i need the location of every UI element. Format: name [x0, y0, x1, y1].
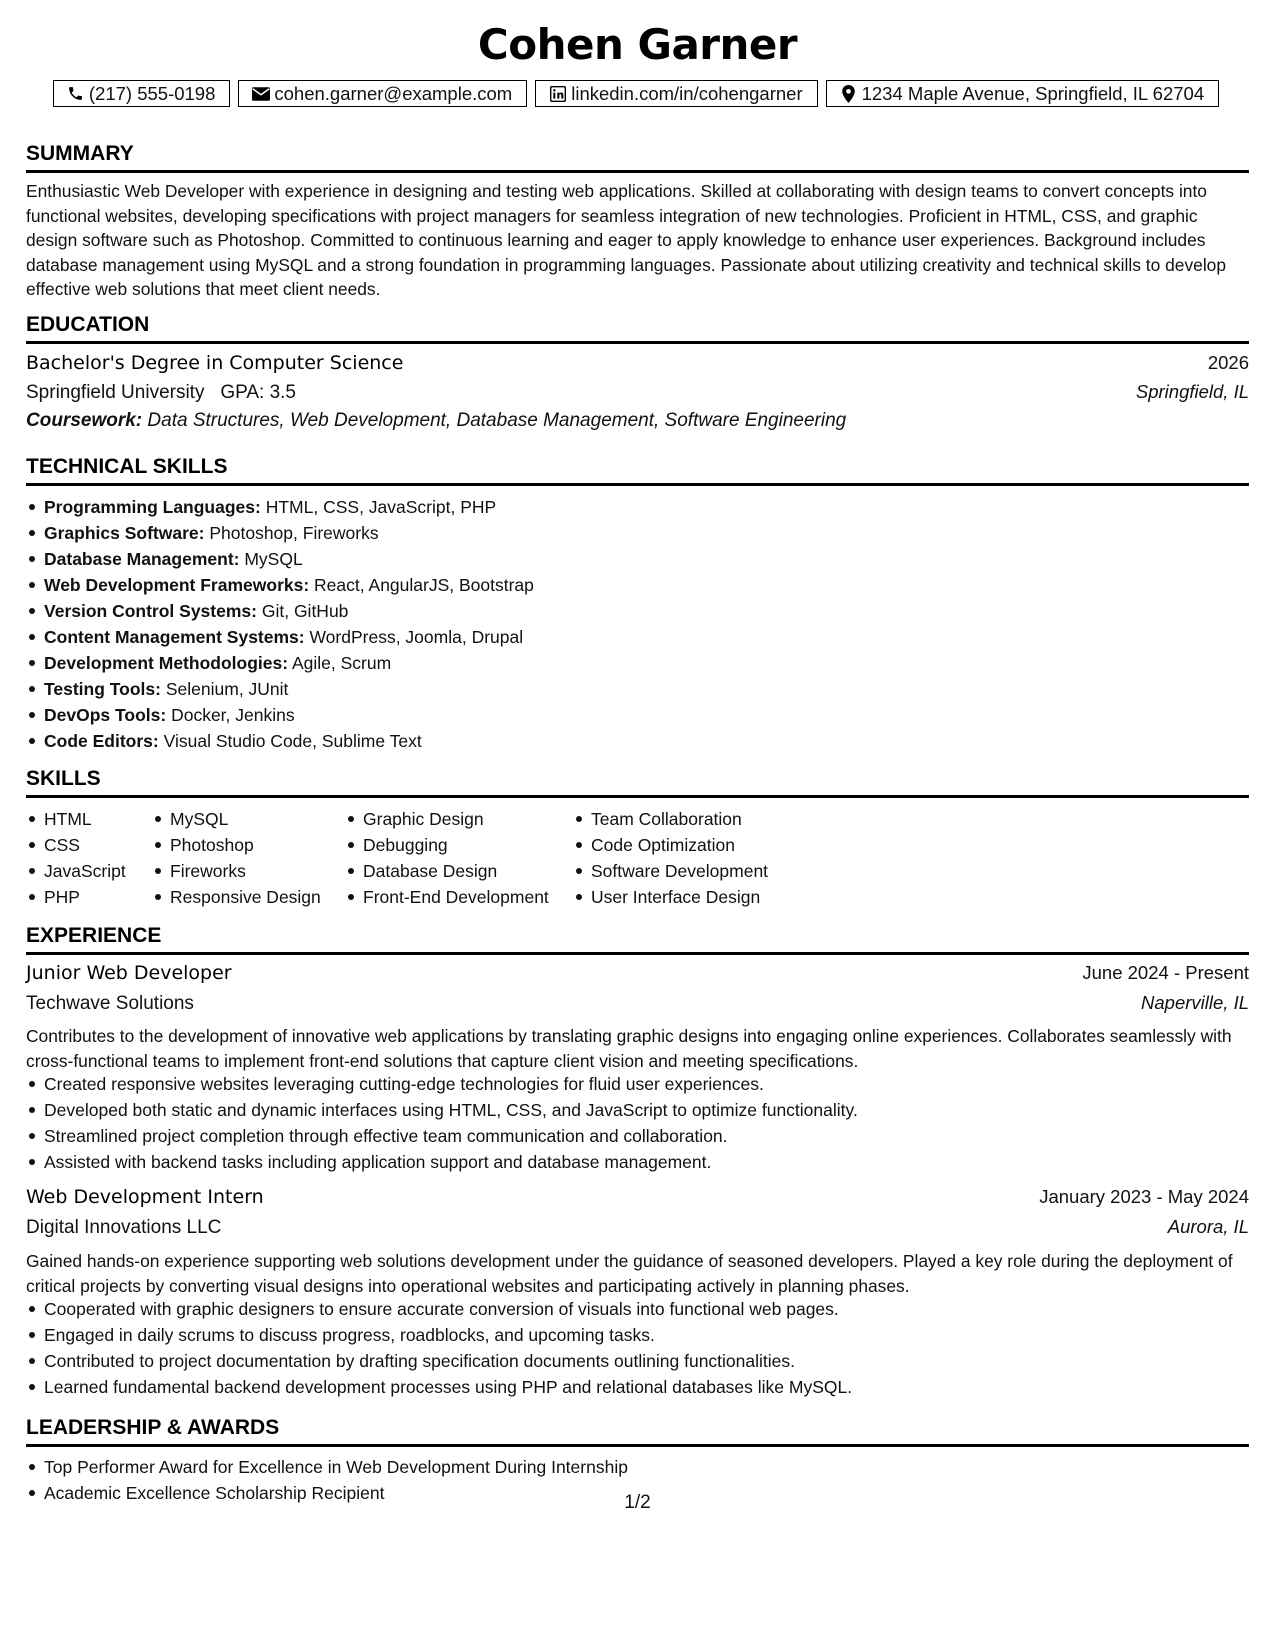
- school-name: Springfield University: [26, 382, 205, 403]
- list-item: Content Management Systems: WordPress, Joomla, Drupal: [44, 624, 534, 650]
- technical-skills-heading: TECHNICAL SKILLS: [26, 455, 1249, 486]
- list-item: Development Methodologies: Agile, Scrum: [44, 650, 534, 676]
- list-item: Testing Tools: Selenium, JUnit: [44, 676, 534, 702]
- contact-linkedin[interactable]: [535, 80, 817, 107]
- list-item: HTML: [44, 806, 152, 832]
- technical-skills-list: [26, 494, 534, 754]
- summary-heading: SUMMARY: [26, 142, 1249, 173]
- list-item: DevOps Tools: Docker, Jenkins: [44, 702, 534, 728]
- phone-icon: [66, 85, 86, 103]
- list-item: Database Design: [363, 858, 573, 884]
- experience-heading: EXPERIENCE: [26, 924, 1249, 955]
- job-location: Aurora, IL: [1167, 1216, 1249, 1237]
- list-item: Academic Excellence Scholarship Recipient: [44, 1480, 628, 1506]
- list-item: JavaScript: [44, 858, 152, 884]
- job-bullets: [26, 1296, 852, 1400]
- skills-column: [26, 806, 152, 910]
- list-item: Graphic Design: [363, 806, 573, 832]
- list-item: Fireworks: [170, 858, 345, 884]
- map-pin-icon: [839, 85, 859, 103]
- leadership-heading: LEADERSHIP & AWARDS: [26, 1416, 1249, 1447]
- graduation-year: 2026: [1207, 352, 1249, 373]
- job-header-row: [26, 962, 1249, 984]
- job-company-row: [26, 1216, 1249, 1239]
- skills-column: [345, 806, 573, 910]
- job-header-row: [26, 1186, 1249, 1208]
- school-location: Springfield, IL: [1135, 381, 1249, 402]
- job-description: Gained hands-on experience supporting web solutions development under the guidance of seasoned developers. Played a key role during the deployment of critical projects by converting visual designs into operational websites and participating actively in planning phases.: [26, 1251, 1233, 1296]
- list-item: PHP: [44, 884, 152, 910]
- job-location: Naperville, IL: [1141, 992, 1249, 1013]
- list-item: Team Collaboration: [591, 806, 821, 832]
- list-item: Version Control Systems: Git, GitHub: [44, 598, 534, 624]
- job-bullets: [26, 1071, 858, 1175]
- address-text: 1234 Maple Avenue, Springfield, IL 62704: [861, 82, 1205, 104]
- list-item: Code Optimization: [591, 832, 821, 858]
- list-item: Photoshop: [170, 832, 345, 858]
- job-title: Junior Web Developer: [26, 962, 232, 984]
- education-heading: EDUCATION: [26, 313, 1249, 344]
- list-item: Responsive Design: [170, 884, 345, 910]
- job-title: Web Development Intern: [26, 1186, 264, 1208]
- education-degree-row: [26, 352, 1249, 374]
- coursework-row: [26, 410, 1249, 432]
- list-item: Front-End Development: [363, 884, 573, 910]
- list-item: Developed both static and dynamic interfaces using HTML, CSS, and JavaScript to optimize functionality.: [44, 1097, 858, 1123]
- list-item: Contributed to project documentation by drafting specification documents outlining functionalities.: [44, 1348, 852, 1374]
- contact-address[interactable]: [826, 80, 1220, 107]
- list-item: MySQL: [170, 806, 345, 832]
- skills-grid: [26, 806, 821, 910]
- contact-phone[interactable]: [53, 80, 231, 107]
- linkedin-icon: [548, 85, 568, 103]
- list-item: Software Development: [591, 858, 821, 884]
- coursework-line: [26, 410, 846, 432]
- list-item: Code Editors: Visual Studio Code, Sublime Text: [44, 728, 534, 754]
- list-item: Created responsive websites leveraging cutting-edge technologies for fluid user experiences.: [44, 1071, 858, 1097]
- linkedin-text: linkedin.com/in/cohengarner: [571, 82, 803, 104]
- job-company: Techwave Solutions: [26, 993, 194, 1014]
- skills-column: [152, 806, 345, 910]
- list-item: CSS: [44, 832, 152, 858]
- email-text: cohen.garner@example.com: [274, 82, 513, 104]
- skills-heading: SKILLS: [26, 767, 1249, 798]
- list-item: Streamlined project completion through effective team communication and collaboration.: [44, 1123, 858, 1149]
- list-item: Web Development Frameworks: React, AngularJS, Bootstrap: [44, 572, 534, 598]
- envelope-icon: [251, 85, 271, 103]
- list-item: Assisted with backend tasks including application support and database management.: [44, 1149, 858, 1175]
- list-item: Graphics Software: Photoshop, Fireworks: [44, 520, 534, 546]
- list-item: Engaged in daily scrums to discuss progress, roadblocks, and upcoming tasks.: [44, 1322, 852, 1348]
- job-description: Contributes to the development of innovative web applications by translating graphic designs into engaging online experiences. Collaborates seamlessly with cross-functional teams to implement front-end solutions that capture client vision and meeting specifications.: [26, 1026, 1232, 1071]
- contact-email[interactable]: [238, 80, 527, 107]
- coursework-list: Data Structures, Web Development, Database Management, Software Engineering: [147, 410, 847, 431]
- job-dates: January 2023 - May 2024: [1039, 1186, 1249, 1207]
- phone-text: (217) 555-0198: [88, 82, 216, 104]
- gpa: GPA: 3.5: [220, 382, 296, 403]
- list-item: User Interface Design: [591, 884, 821, 910]
- list-item: Top Performer Award for Excellence in Web Development During Internship: [44, 1454, 628, 1480]
- job-company: Digital Innovations LLC: [26, 1217, 222, 1238]
- contact-bar: [41, 80, 1231, 107]
- page-number: 1/2: [624, 1492, 651, 1513]
- skills-column: [573, 806, 821, 910]
- degree-title: Bachelor's Degree in Computer Science: [26, 352, 404, 374]
- education-school-row: [26, 381, 1249, 404]
- coursework-label: Coursework:: [26, 410, 143, 431]
- school-line: [26, 382, 296, 404]
- list-item: Cooperated with graphic designers to ensure accurate conversion of visuals into functional web pages.: [44, 1296, 852, 1322]
- summary-text: Enthusiastic Web Developer with experience in designing and testing web applications. Skilled at collaborating with design teams to convert concepts into functional websites, developing specifications with project managers for seamless integration of new technologies. Proficient in HTML, CSS, and graphic design software such as Photoshop. Committed to continuous learning and eager to apply knowledge to enhance user experiences. Background includes database management using MySQL and a strong foundation in programming languages. Passionate about utilizing creativity and technical skills to develop effective web solutions that meet client needs.: [26, 181, 1227, 299]
- job-dates: June 2024 - Present: [1082, 962, 1249, 983]
- candidate-name: Cohen Garner: [477, 20, 798, 69]
- list-item: Database Management: MySQL: [44, 546, 534, 572]
- list-item: Learned fundamental backend development processes using PHP and relational databases like MySQL.: [44, 1374, 852, 1400]
- job-company-row: [26, 992, 1249, 1015]
- list-item: Programming Languages: HTML, CSS, JavaScript, PHP: [44, 494, 534, 520]
- list-item: Debugging: [363, 832, 573, 858]
